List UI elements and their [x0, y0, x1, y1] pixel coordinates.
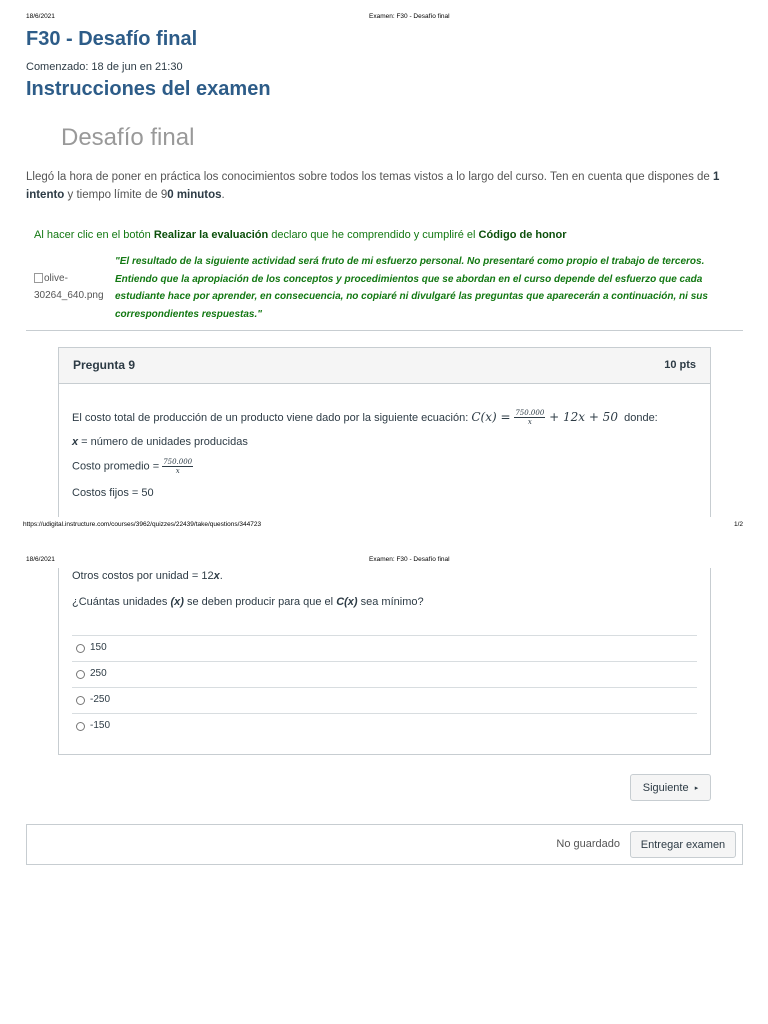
average-cost: Costo promedio = $\frac{750.000}{x}$: [72, 458, 193, 475]
answer-list: [72, 635, 697, 739]
answer-option[interactable]: -250: [72, 687, 697, 713]
decorative-title: Desafío final: [61, 124, 195, 151]
broken-image-icon: [34, 273, 43, 283]
radio-button[interactable]: [76, 670, 85, 679]
honor-quote: "El resultado de la siguiente actividad será fruto de mi esfuerzo personal. No presentaré como propio el trabajo de terceros. Entiendo que la apropiación de los conceptos y procedimientos que se abordan en el curso depende del esfuerzo que cada estudiante hace por aprender, en consecuencia, no copiaré ni divulgaré las preguntas que aparecerán a continuación, ni sus correspondientes respuestas.": [115, 256, 708, 320]
answer-option[interactable]: -150: [72, 713, 697, 739]
question-title: Pregunta 9: [73, 358, 136, 372]
intro-paragraph: Llegó la hora de poner en práctica los conocimientos sobre todos los temas vistos a lo largo del curso. Ten en cuenta que dispones de 1 intento y tiempo límite de 90 minutos.: [26, 171, 720, 201]
save-status: No guardado: [556, 838, 620, 850]
caret-right-icon: ▸: [694, 784, 699, 792]
next-button[interactable]: Siguiente ▸: [630, 774, 711, 801]
radio-button[interactable]: [76, 696, 85, 705]
instructions-heading: Instrucciones del examen: [26, 78, 271, 100]
radio-button[interactable]: [76, 644, 85, 653]
other-costs: Otros costos por unidad = 12x.: [72, 570, 223, 582]
cost-equation: C(x) = $\frac{750.000}{x}$ + 12x + 50: [471, 409, 618, 426]
print-footer-url: https://udigital.instructure.com/courses/3962/quizzes/22439/take/questions/344723: [23, 521, 262, 528]
question-prompt: ¿Cuántas unidades (x) se deben producir para que el C(x) sea mínimo?: [72, 596, 424, 608]
question-header: [59, 348, 710, 384]
question-points: 10 pts: [664, 359, 696, 371]
radio-button[interactable]: [76, 722, 85, 731]
divider: [26, 330, 743, 331]
question-card: [58, 347, 711, 520]
print-title: Examen: F30 - Desafío final: [369, 13, 450, 20]
fixed-costs: Costos fijos = 50: [72, 487, 154, 499]
answer-option[interactable]: 150: [72, 635, 697, 661]
variable-definition: x = número de unidades producidas: [72, 436, 248, 448]
question-statement: El costo total de producción de un producto viene dado por la siguiente ecuación: C(x) = $\frac{750.000}{x}$ + 12x + 50 donde:: [72, 409, 658, 426]
started-timestamp: Comenzado: 18 de jun en 21:30: [26, 61, 183, 73]
print-date: 18/6/2021: [26, 13, 55, 20]
quiz-title: F30 - Desafío final: [26, 28, 198, 50]
quiz-footer: [26, 824, 743, 865]
broken-image: olive-30264_640.png: [34, 273, 104, 301]
answer-option[interactable]: 250: [72, 661, 697, 687]
evaluation-button-reference: Realizar la evaluación: [153, 229, 269, 241]
print-date-2: 18/6/2021: [26, 556, 55, 563]
honor-code-reference: Código de honor: [478, 229, 567, 241]
honor-statement: Al hacer clic en el botón Realizar la evaluación declaro que he comprendido y cumpliré el Código de honor: [34, 229, 567, 241]
print-page-number: 1/2: [733, 521, 743, 528]
page-break: [0, 517, 768, 563]
print-title-2: Examen: F30 - Desafío final: [369, 556, 450, 563]
submit-exam-button[interactable]: Entregar examen: [630, 831, 736, 858]
